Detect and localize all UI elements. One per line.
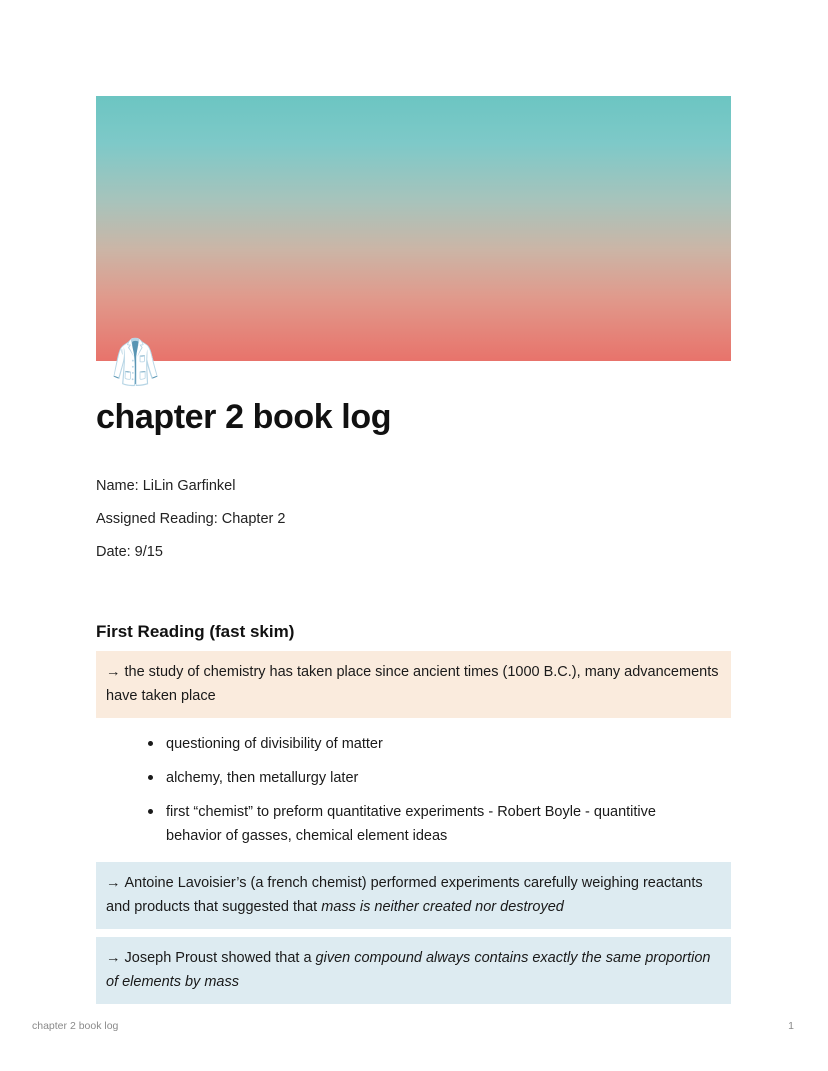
cover-banner-image (96, 96, 731, 361)
list-item[interactable]: first “chemist” to preform quantitative experiments - Robert Boyle - quantitive behavior of gasses, chemical element ideas (148, 800, 731, 848)
callout-block-2[interactable] (96, 862, 731, 929)
arrow-icon: → (106, 875, 121, 891)
meta-name[interactable]: Name: LiLin Garfinkel (96, 478, 236, 494)
callout-block-1[interactable] (96, 651, 731, 718)
arrow-icon: → (106, 664, 121, 680)
callout-block-3[interactable] (96, 937, 731, 1004)
callout-2-emphasis: mass is neither created nor destroyed (321, 899, 564, 915)
callout-3-emphasis: given compound always contains exactly the same proportion of elements by mass (106, 950, 711, 990)
section-content (96, 651, 731, 1004)
lab-coat-icon[interactable]: 🥼 (108, 338, 163, 387)
section-heading-first-reading[interactable]: First Reading (fast skim) (96, 622, 295, 641)
callout-3-text: Joseph Proust showed that a (124, 950, 316, 966)
list-item[interactable]: questioning of divisibility of matter (148, 732, 731, 756)
callout-gap (96, 929, 731, 937)
document-metadata (96, 478, 736, 577)
arrow-icon: → (106, 950, 121, 966)
meta-date[interactable]: Date: 9/15 (96, 544, 163, 560)
footer-document-name: chapter 2 book log (32, 1020, 119, 1032)
callout-1-text: the study of chemistry has taken place since ancient times (1000 B.C.), many advancements have taken place (106, 664, 719, 704)
meta-assigned-reading[interactable]: Assigned Reading: Chapter 2 (96, 511, 286, 527)
bullet-list (96, 718, 731, 862)
list-item[interactable]: alchemy, then metallurgy later (148, 766, 731, 790)
page-title[interactable]: chapter 2 book log (96, 398, 392, 436)
callout-2-text: Antoine Lavoisier’s (a french chemist) performed experiments carefully weighing reactants and products that suggested that (106, 875, 703, 915)
page-footer (0, 1020, 828, 1040)
footer-page-number: 1 (788, 1020, 794, 1032)
